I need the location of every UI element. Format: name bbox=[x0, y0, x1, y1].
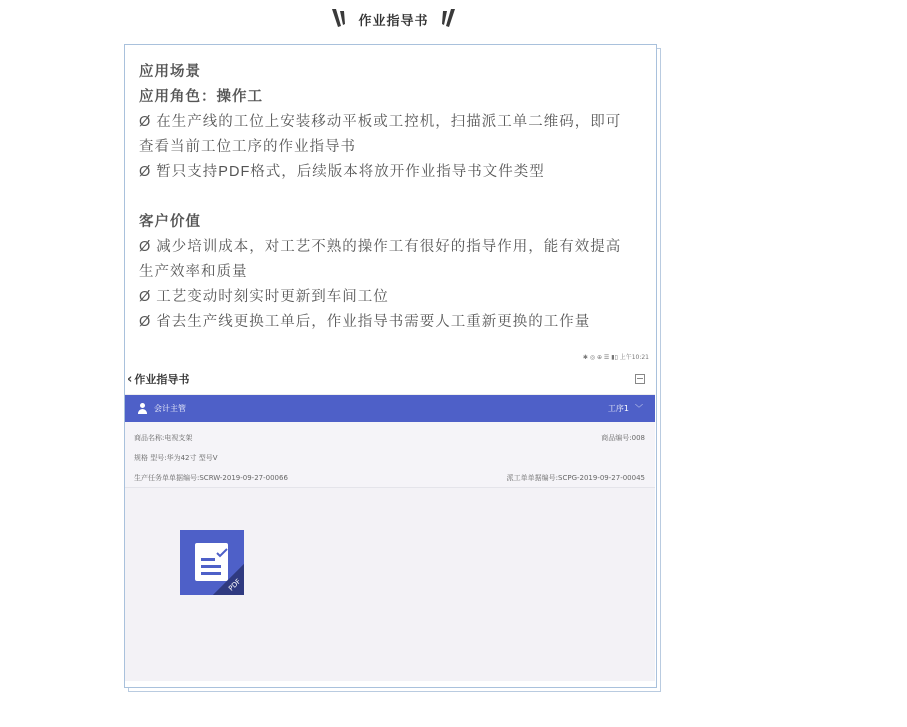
bullet-item-cont: 查看当前工位工序的作业指导书 bbox=[139, 139, 356, 155]
product-code: 商品编号:008 bbox=[601, 434, 645, 442]
bullet-item: Ø 在生产线的工位上安装移动平板或工控机，扫描派工单二维码，即可 bbox=[139, 114, 622, 130]
task-number: 生产任务单单据编号:SCRW-2019-09-27-00066 bbox=[134, 474, 288, 482]
order-info bbox=[125, 422, 655, 488]
description-text bbox=[139, 60, 649, 335]
spec: 规格 型号:华为42寸 型号V bbox=[134, 454, 218, 462]
user-name: 会计主管 bbox=[154, 404, 186, 413]
user-icon bbox=[137, 403, 148, 414]
bullet-item: Ø 工艺变动时刻实时更新到车间工位 bbox=[139, 289, 389, 305]
check-icon bbox=[216, 548, 228, 558]
role-line: 应用角色：操作工 bbox=[139, 89, 263, 105]
section-title-scenario: 应用场景 bbox=[139, 64, 201, 80]
bullet-item: Ø 省去生产线更换工单后，作业指导书需要人工重新更换的工作量 bbox=[139, 314, 591, 330]
user-bar bbox=[125, 395, 655, 422]
brush-right-icon bbox=[437, 7, 459, 31]
bullet-item: Ø 暂只支持PDF格式，后续版本将放开作业指导书文件类型 bbox=[139, 164, 545, 180]
section-title-value: 客户价值 bbox=[139, 214, 201, 230]
section-heading bbox=[0, 4, 787, 34]
chevron-down-icon: ﹀ bbox=[635, 404, 643, 413]
page-title: 作业指导书 bbox=[358, 12, 429, 28]
status-bar: ✱ ◎ ⊕ ☰ ▮▯ 上午10:21 bbox=[125, 349, 655, 364]
app-title: 作业指导书 bbox=[134, 373, 190, 386]
step-selector[interactable] bbox=[608, 403, 643, 414]
bullet-item-cont: 生产效率和质量 bbox=[139, 264, 248, 280]
app-bar bbox=[125, 364, 655, 395]
scan-icon[interactable] bbox=[635, 374, 645, 384]
pdf-file-icon[interactable] bbox=[180, 530, 244, 595]
pdf-label: PDF bbox=[227, 577, 243, 593]
tablet-screenshot bbox=[125, 349, 655, 681]
product-name: 商品名称:电视支架 bbox=[134, 434, 193, 442]
step-label: 工序1 bbox=[607, 404, 629, 413]
back-chevron-icon[interactable]: ‹ bbox=[127, 371, 133, 387]
bullet-item: Ø 减少培训成本，对工艺不熟的操作工有很好的指导作用，能有效提高 bbox=[139, 239, 622, 255]
dispatch-number: 派工单单据编号:SCPG-2019-09-27-00045 bbox=[506, 474, 645, 482]
brush-left-icon bbox=[328, 7, 350, 31]
